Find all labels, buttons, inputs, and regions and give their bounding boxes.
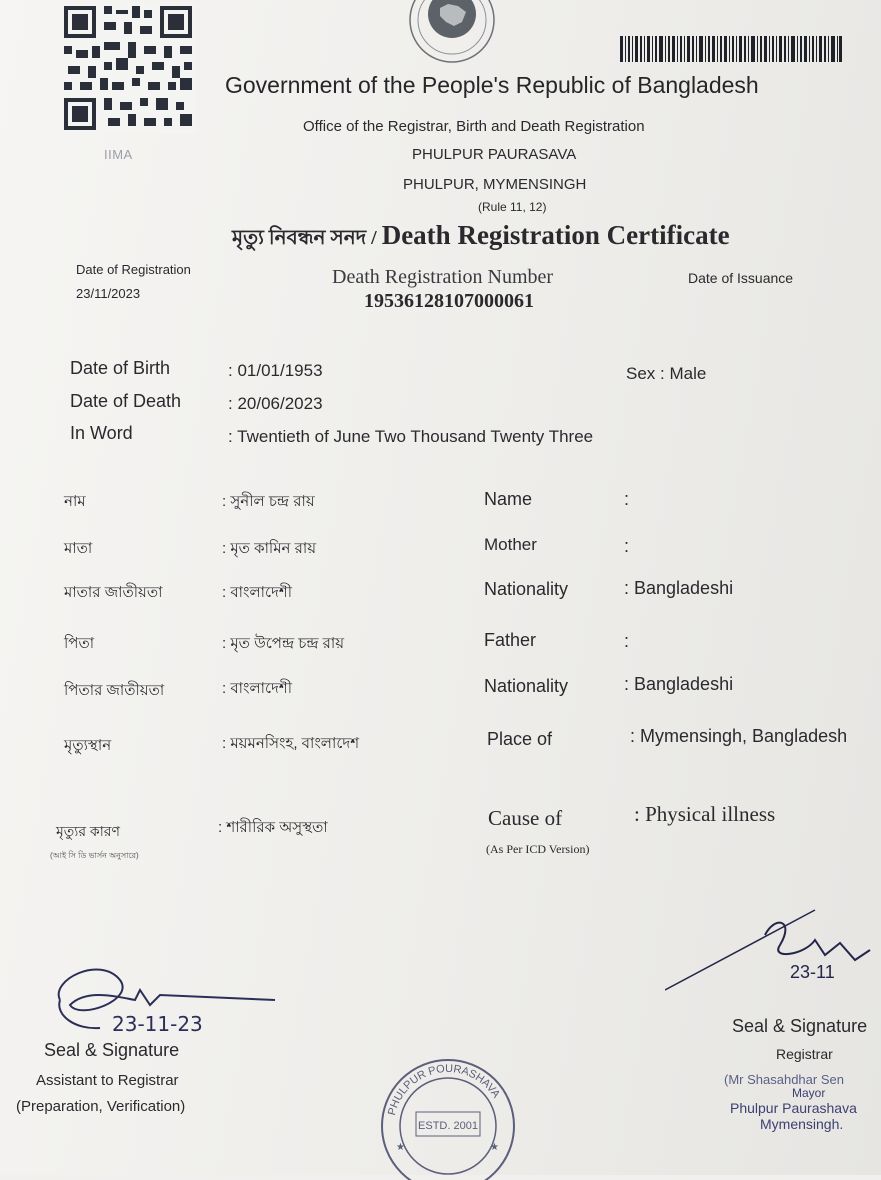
government-emblem-icon [396,0,508,64]
svg-text:★: ★ [396,1142,405,1153]
name-en-label: Name [484,489,533,509]
paurashava-seal [372,1040,524,1180]
rule-reference: (Rule 11, 12) [478,200,547,214]
cause-bn-label: মৃত্যুর কারণ [56,823,120,839]
registrar-title: Mayor [792,1086,826,1100]
mother-bn-value: : মৃত কামিন রায় [222,540,317,557]
mother-en-label: Mother [484,535,537,554]
inword-label: In Word [70,423,133,443]
mother-nationality-bn-label: মাতার জাতীয়তা [64,584,163,601]
assistant-role-detail: (Preparation, Verification) [16,1098,186,1115]
registrar-org: Phulpur Paurashava [730,1100,857,1116]
inword-value: : Twentieth of June Two Thousand Twenty Three [228,427,594,446]
barcode [620,36,842,62]
assistant-seal-label: Seal & Signature [44,1040,180,1060]
father-nationality-en-label: Nationality [484,676,569,696]
seal-ring-text: PHULPUR POURASHAVA [386,1062,503,1117]
registrar-seal-label: Seal & Signature [732,1016,868,1036]
cause-bn-value: : শারীরিক অসুস্থতা [218,819,328,836]
registrar-location: Mymensingh. [760,1116,844,1132]
dod-value: : 20/06/2023 [228,394,323,413]
sex-value: Sex : Male [626,364,707,383]
registration-date-value: 23/11/2023 [76,286,141,301]
qr-code [60,2,196,134]
father-bn-label: পিতা [64,635,95,652]
dob-label: Date of Birth [70,358,171,378]
government-title: Government of the People's Republic of Bangladesh [225,72,759,98]
cause-en-label: Cause of [488,806,563,830]
dob-value: : 01/01/1953 [228,361,323,380]
cause-en-value: : Physical illness [634,802,776,826]
father-nationality-en-value: : Bangladeshi [624,674,734,694]
office-name: Office of the Registrar, Birth and Death Registration [303,118,645,135]
registrar-signature [665,905,881,995]
father-nationality-bn-value: : বাংলাদেশী [222,680,293,697]
place-en-value: : Mymensingh, Bangladesh [630,726,848,746]
certificate-title-en: Death Registration Certificate [381,220,730,250]
mother-nationality-en-value: : Bangladeshi [624,578,734,598]
registration-number-value: 19536128107000061 [364,290,534,312]
place-bn-value: : ময়মনসিংহ, বাংলাদেশ [222,735,360,752]
father-nationality-bn-label: পিতার জাতীয়তা [64,682,165,699]
mother-bn-label: মাতা [64,540,93,557]
registrar-role: Registrar [776,1046,833,1062]
father-en-label: Father [484,630,537,650]
issuance-date-label: Date of Issuance [688,270,794,286]
mother-nationality-bn-value: : বাংলাদেশী [222,584,293,601]
authority-location: PHULPUR, MYMENSINGH [403,176,587,193]
registrar-signature-date: 23-11 [790,962,835,982]
svg-text:★: ★ [490,1142,499,1153]
qr-caption: IIMA [104,147,133,162]
assistant-role: Assistant to Registrar [36,1072,179,1089]
cause-bn-note: (আই সি ডি ভার্সন অনুসারে) [50,851,139,860]
name-bn-label: নাম [64,493,86,510]
mother-nationality-en-label: Nationality [484,579,569,599]
authority-name: PHULPUR PAURASAVA [412,146,577,163]
mother-en-value: : [624,536,630,556]
certificate-title [232,220,730,256]
seal-center-text: ESTD. 2001 [418,1120,478,1132]
registration-number-label: Death Registration Number [332,266,554,288]
name-bn-value: : সুনীল চন্দ্র রায় [222,493,315,510]
registrar-name: (Mr Shasahdhar Sen [724,1072,844,1087]
certificate-title-bn: মৃত্যু নিবন্ধন সনদ / [232,227,382,249]
cause-en-note: (As Per ICD Version) [486,842,590,856]
place-bn-label: মৃত্যুস্থান [64,737,112,754]
father-bn-value: : মৃত উপেন্দ্র চন্দ্র রায় [222,635,345,652]
place-en-label: Place of [487,729,553,749]
assistant-signature-date: 23-11-23 [112,1012,203,1036]
father-en-value: : [624,631,630,651]
registration-date-label: Date of Registration [76,262,191,277]
dod-label: Date of Death [70,391,182,411]
name-en-value: : [624,489,630,509]
